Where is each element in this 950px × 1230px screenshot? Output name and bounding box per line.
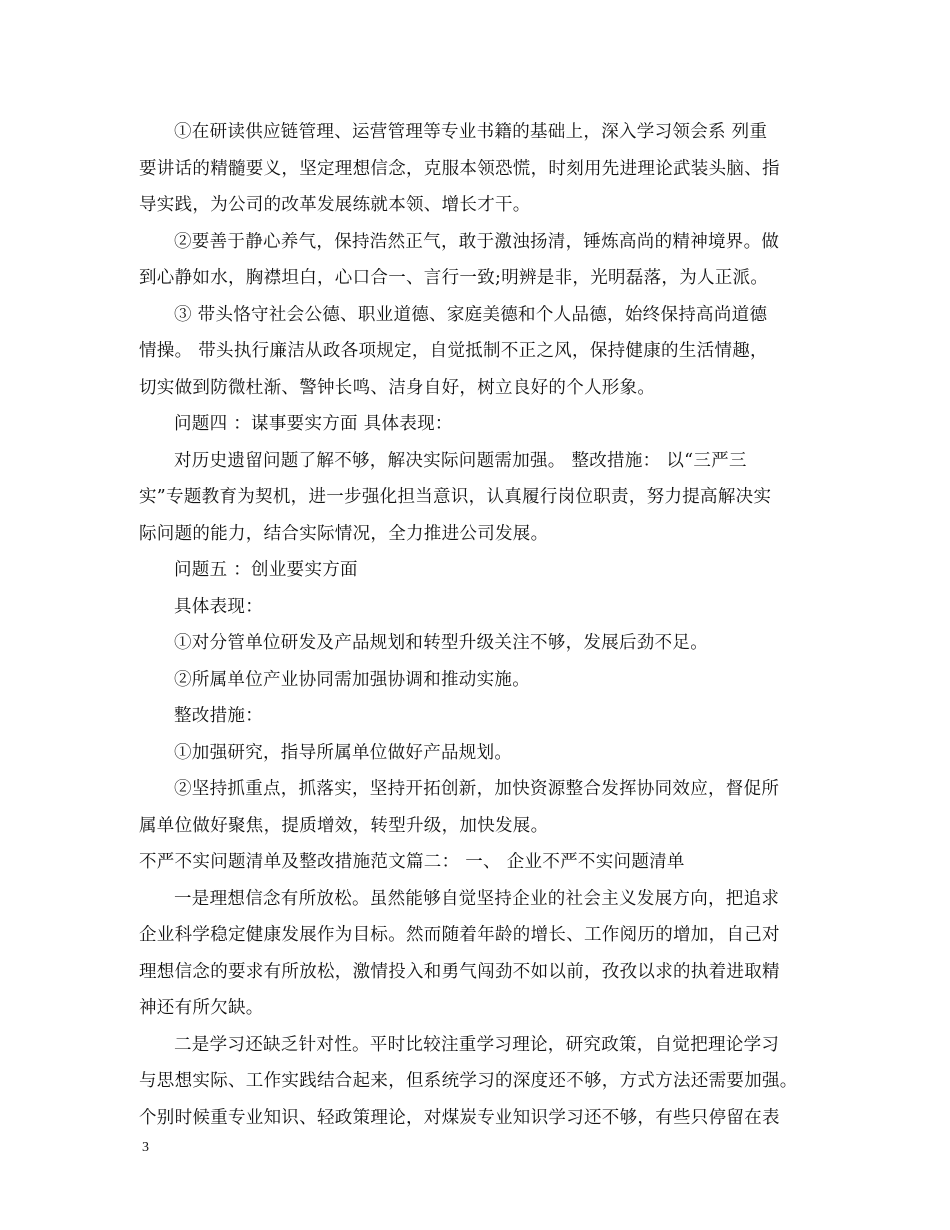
paragraph-line: 际问题的能力，结合实际情况，全力推进公司发展。 <box>139 523 549 544</box>
document-body <box>139 114 819 1136</box>
paragraph-line: ③ 带头恪守社会公德、职业道德、家庭美德和个人品德，始终保持高尚道德 <box>174 304 768 325</box>
paragraph-line: 属单位做好聚焦，提质增效，转型升级，加快发展。 <box>139 815 549 836</box>
section-heading: 问题四 ：谋事要实方面 具体表现： <box>174 414 453 434</box>
paragraph-line: 对历史遗留问题了解不够，解决实际问题需加强。 整改措施： 以“三严三 <box>174 450 747 471</box>
section-heading: 问题五 ：创业要实方面 <box>174 560 358 580</box>
section-title: 不严不实问题清单及整改措施范文篇二： 一、 企业不严不实问题清单 <box>139 852 685 872</box>
paragraph-line: 企业科学稳定健康发展作为目标。然而随着年龄的增长、工作阅历的增加，自己对 <box>139 925 780 945</box>
paragraph-line: 个别时候重专业知识、轻政策理论，对煤炭专业知识学习还不够，有些只停留在表 <box>139 1107 780 1128</box>
paragraph-line: 与思想实际、工作实践结合起来，但系统学习的深度还不够，方式方法还需要加强。 <box>139 1071 798 1091</box>
list-item: ②所属单位产业协同需加强协调和推动实施。 <box>174 669 530 690</box>
paragraph-line: 到心静如水，胸襟坦白，心口合一、言行一致;明辨是非，光明磊落，为人正派。 <box>139 268 769 288</box>
paragraph-line: 一是理想信念有所放松。虽然能够自觉坚持企业的社会主义发展方向，把追求 <box>174 888 780 909</box>
paragraph-line: ②要善于静心养气，保持浩然正气，敢于激浊扬清，锤炼高尚的精神境界。做 <box>174 231 780 252</box>
paragraph-line: 切实做到防微杜渐、警钟长鸣、洁身自好，树立良好的个人形象。 <box>139 377 656 398</box>
list-item: ②坚持抓重点，抓落实，坚持开拓创新，加快资源整合发挥协同效应，督促所 <box>174 779 780 799</box>
page-number: 3 <box>142 1140 149 1155</box>
paragraph-line: 导实践，为公司的改革发展练就本领、增长才干。 <box>139 195 531 215</box>
paragraph-line: 情操。 带头执行廉洁从政各项规定，自觉抵制不正之风，保持健康的生活情趣， <box>139 341 768 361</box>
list-item: ①对分管单位研发及产品规划和转型升级关注不够，发展后劲不足。 <box>174 633 708 653</box>
paragraph-line: ①在研读供应链管理、运营管理等专业书籍的基础上，深入学习领会系 列重 <box>174 122 768 142</box>
subheading: 具体表现： <box>174 596 263 617</box>
paragraph-line: 神还有所欠缺。 <box>139 998 264 1018</box>
paragraph-line: 理想信念的要求有所放松，激情投入和勇气闯劲不如以前，孜孜以求的执着进取精 <box>139 961 780 982</box>
paragraph-line: 二是学习还缺乏针对性。平时比较注重学习理论，研究政策，自觉把理论学习 <box>174 1034 780 1055</box>
list-item: ①加强研究，指导所属单位做好产品规划。 <box>174 742 513 763</box>
paragraph-line: 实”专题教育为契机，进一步强化担当意识，认真履行岗位职责，努力提高解决实 <box>139 487 772 507</box>
subheading: 整改措施： <box>174 706 263 726</box>
paragraph-line: 要讲话的精髓要义，坚定理想信念，克服本领恐慌，时刻用先进理论武装头脑、指 <box>139 158 780 179</box>
